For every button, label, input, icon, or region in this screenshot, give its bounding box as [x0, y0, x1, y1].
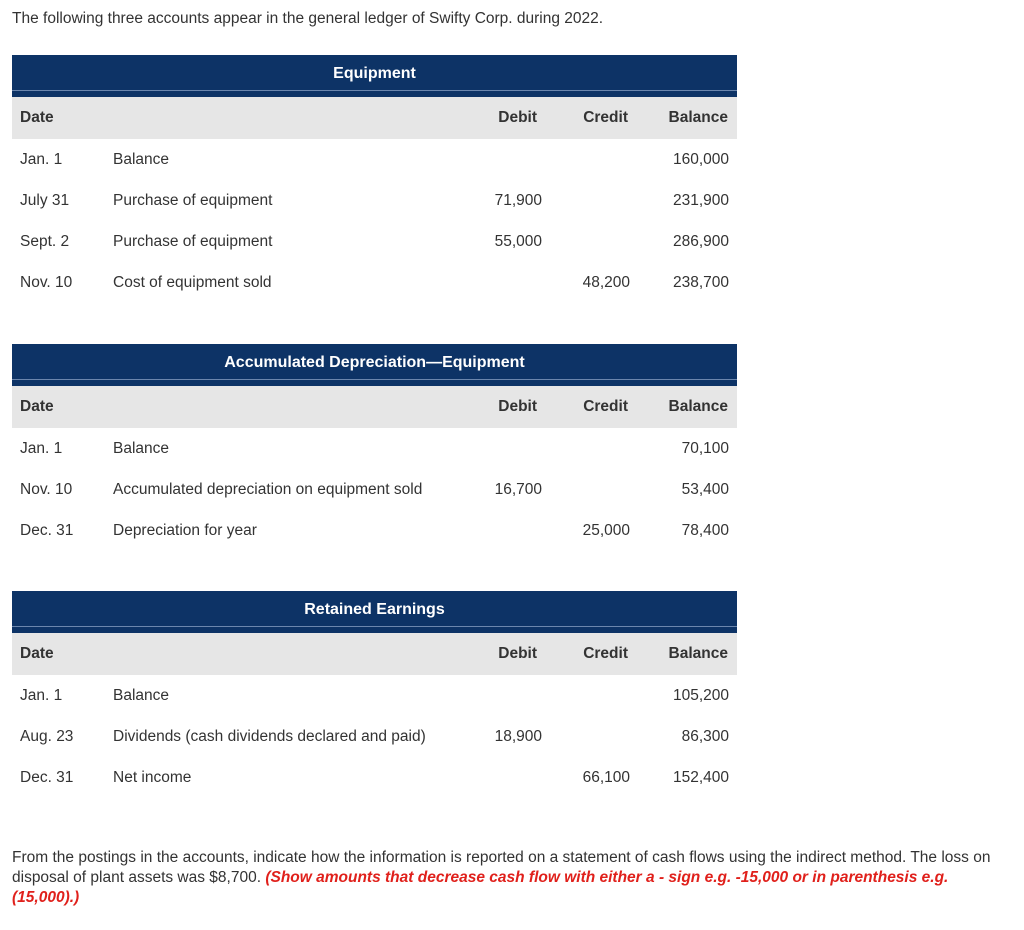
ledger-title-bar [12, 55, 737, 97]
row-description: Depreciation for year [113, 521, 257, 539]
row-description: Purchase of equipment [113, 191, 273, 209]
table-row [12, 221, 737, 262]
table-row [12, 757, 737, 798]
row-balance: 53,400 [681, 480, 729, 498]
row-balance: 238,700 [672, 273, 729, 291]
instructions-emphasis: (Show amounts that decrease cash flow with either a - sign e.g. -15,000 or in parenthesis e.g. (15,000).) [12, 869, 949, 906]
row-date: Dec. 31 [20, 521, 74, 539]
row-description: Net income [113, 768, 192, 786]
row-date: Jan. 1 [20, 439, 63, 457]
header-debit: Debit [498, 645, 537, 662]
table-row [12, 262, 737, 303]
row-date: Nov. 10 [20, 273, 73, 291]
row-date: July 31 [20, 191, 70, 209]
row-balance: 86,300 [681, 727, 729, 745]
table-row [12, 469, 737, 510]
table-row [12, 428, 737, 469]
intro-text: The following three accounts appear in the general ledger of Swifty Corp. during 2022. [12, 10, 604, 27]
row-balance: 152,400 [672, 768, 729, 786]
ledger-title: Accumulated Depreciation—Equipment [224, 354, 525, 371]
row-date: Jan. 1 [20, 150, 63, 168]
ledger-title: Retained Earnings [304, 601, 445, 618]
row-debit: 16,700 [494, 480, 542, 498]
header-date: Date [20, 645, 54, 662]
row-date: Dec. 31 [20, 768, 74, 786]
row-credit: 66,100 [582, 768, 630, 786]
header-debit: Debit [498, 109, 537, 126]
table-row [12, 180, 737, 221]
ledger-title-bar [12, 344, 737, 386]
ledger-accumulated-depreciation [12, 344, 737, 551]
row-balance: 160,000 [672, 150, 729, 168]
ledger-retained-earnings [12, 591, 737, 798]
header-debit: Debit [498, 398, 537, 415]
row-debit: 18,900 [494, 727, 542, 745]
table-row [12, 675, 737, 716]
row-date: Nov. 10 [20, 480, 73, 498]
row-date: Aug. 23 [20, 727, 74, 745]
header-date: Date [20, 398, 54, 415]
row-description: Accumulated depreciation on equipment sold [113, 480, 423, 498]
header-balance: Balance [668, 109, 728, 126]
row-date: Sept. 2 [20, 232, 70, 250]
row-description: Balance [113, 686, 170, 704]
row-description: Cost of equipment sold [113, 273, 272, 291]
row-description: Purchase of equipment [113, 232, 273, 250]
table-row [12, 510, 737, 551]
row-credit: 25,000 [582, 521, 630, 539]
row-balance: 78,400 [681, 521, 729, 539]
row-balance: 70,100 [681, 439, 729, 457]
instructions-text: From the postings in the accounts, indicate how the information is reported on a statement of cash flows using the indirect method. The loss on disposal of plant assets was $8,700. [12, 849, 991, 886]
row-credit: 48,200 [582, 273, 630, 291]
ledger-title-bar [12, 591, 737, 633]
row-description: Balance [113, 150, 170, 168]
row-debit: 55,000 [494, 232, 542, 250]
row-description: Balance [113, 439, 170, 457]
ledger-equipment [12, 55, 737, 303]
row-date: Jan. 1 [20, 686, 63, 704]
ledger-header-row [12, 97, 737, 139]
row-description: Dividends (cash dividends declared and paid) [113, 727, 426, 745]
table-row [12, 716, 737, 757]
row-balance: 105,200 [672, 686, 729, 704]
ledger-header-row [12, 633, 737, 675]
header-credit: Credit [583, 645, 628, 662]
header-credit: Credit [583, 398, 628, 415]
header-balance: Balance [668, 645, 728, 662]
ledger-title: Equipment [333, 65, 416, 82]
header-date: Date [20, 109, 54, 126]
row-balance: 286,900 [672, 232, 729, 250]
instructions [12, 848, 1012, 908]
ledger-header-row [12, 386, 737, 428]
row-debit: 71,900 [494, 191, 542, 209]
header-balance: Balance [668, 398, 728, 415]
header-credit: Credit [583, 109, 628, 126]
row-balance: 231,900 [672, 191, 729, 209]
table-row [12, 139, 737, 180]
